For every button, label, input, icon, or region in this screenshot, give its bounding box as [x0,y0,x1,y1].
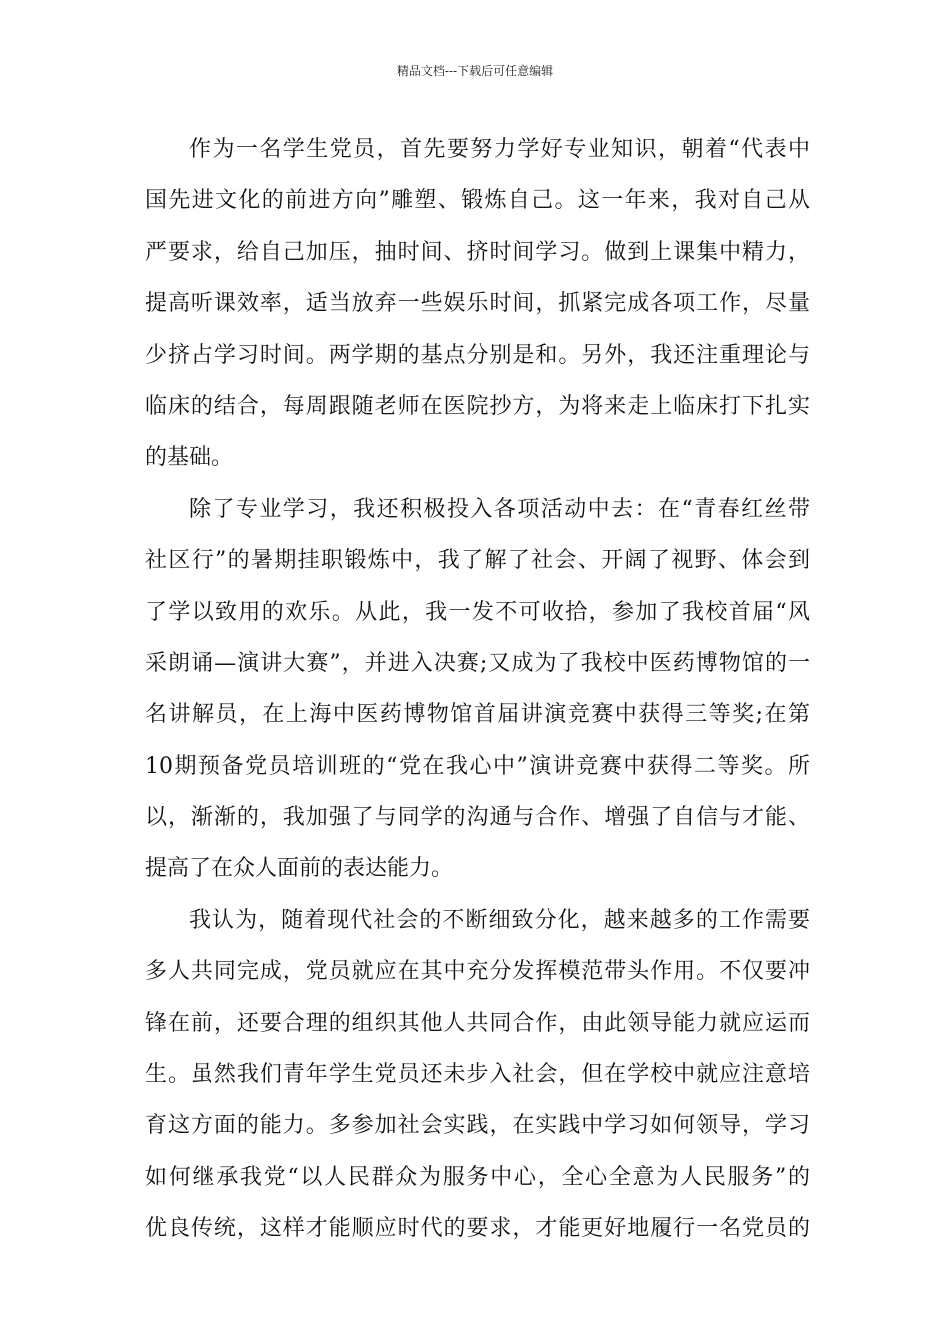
paragraph-3-line-1: 我认为，随着现代社会的不断细致分化，越来越多的工作需要 [189,907,810,933]
paragraph-1-line-6: 临床的结合，每周跟随老师在医院抄方，为将来走上临床打下扎实 [145,393,810,419]
paragraph-1-line-7: 的基础。 [145,445,234,471]
paragraph-3-line-2: 多人共同完成，党员就应在其中充分发挥模范带头作用。不仅要冲 [145,959,810,985]
paragraph-2-line-5: 名讲解员，在上海中医药博物馆首届讲演竞赛中获得三等奖;在第 [145,702,810,728]
paragraph-3-line-5: 育这方面的能力。多参加社会实践，在实践中学习如何领导，学习 [145,1113,810,1139]
paragraph-3-line-6: 如何继承我党“以人民群众为服务中心，全心全意为人民服务”的 [145,1164,810,1190]
paragraph-3-line-7: 优良传统，这样才能顺应时代的要求，才能更好地履行一名党员的 [145,1216,810,1242]
paragraph-2-line-6: 10期预备党员培训班的“党在我心中”演讲竞赛中获得二等奖。所 [145,753,810,779]
paragraph-1-line-1: 作为一名学生党员，首先要努力学好专业知识，朝着“代表中 [189,137,810,162]
paragraph-2-line-2: 社区行”的暑期挂职锻炼中，我了解了社会、开阔了视野、体会到 [145,548,810,574]
paragraph-2-line-7: 以，渐渐的，我加强了与同学的沟通与合作、增强了自信与才能、 [145,805,810,831]
paragraph-1-line-2: 国先进文化的前进方向”雕塑、锻炼自己。这一年来，我对自己从 [145,188,810,214]
paragraph-3-line-3: 锋在前，还要合理的组织其他人共同合作，由此领导能力就应运而 [145,1010,810,1036]
paragraph-2-line-4: 采朗诵—演讲大赛”，并进入决赛;又成为了我校中医药博物馆的一 [145,650,810,676]
paragraph-1-line-3: 严要求，给自己加压，抽时间、挤时间学习。做到上课集中精力， [145,239,810,265]
paragraph-3-line-4: 生。虽然我们青年学生党员还未步入社会，但在学校中就应注意培 [145,1062,810,1088]
paragraph-2-line-8: 提高了在众人面前的表达能力。 [145,856,454,882]
paragraph-2-line-1: 除了专业学习，我还积极投入各项活动中去：在“青春红丝带 [189,496,810,522]
paragraph-1-line-4: 提高听课效率，适当放弃一些娱乐时间，抓紧完成各项工作，尽量 [145,291,810,317]
page-header: 精品文档---下载后可任意编辑 [396,64,554,78]
paragraph-1-line-5: 少挤占学习时间。两学期的基点分别是和。另外，我还注重理论与 [145,342,810,368]
document-body [145,130,810,1261]
paragraph-2-line-3: 了学以致用的欢乐。从此，我一发不可收拾，参加了我校首届“风 [145,599,810,625]
